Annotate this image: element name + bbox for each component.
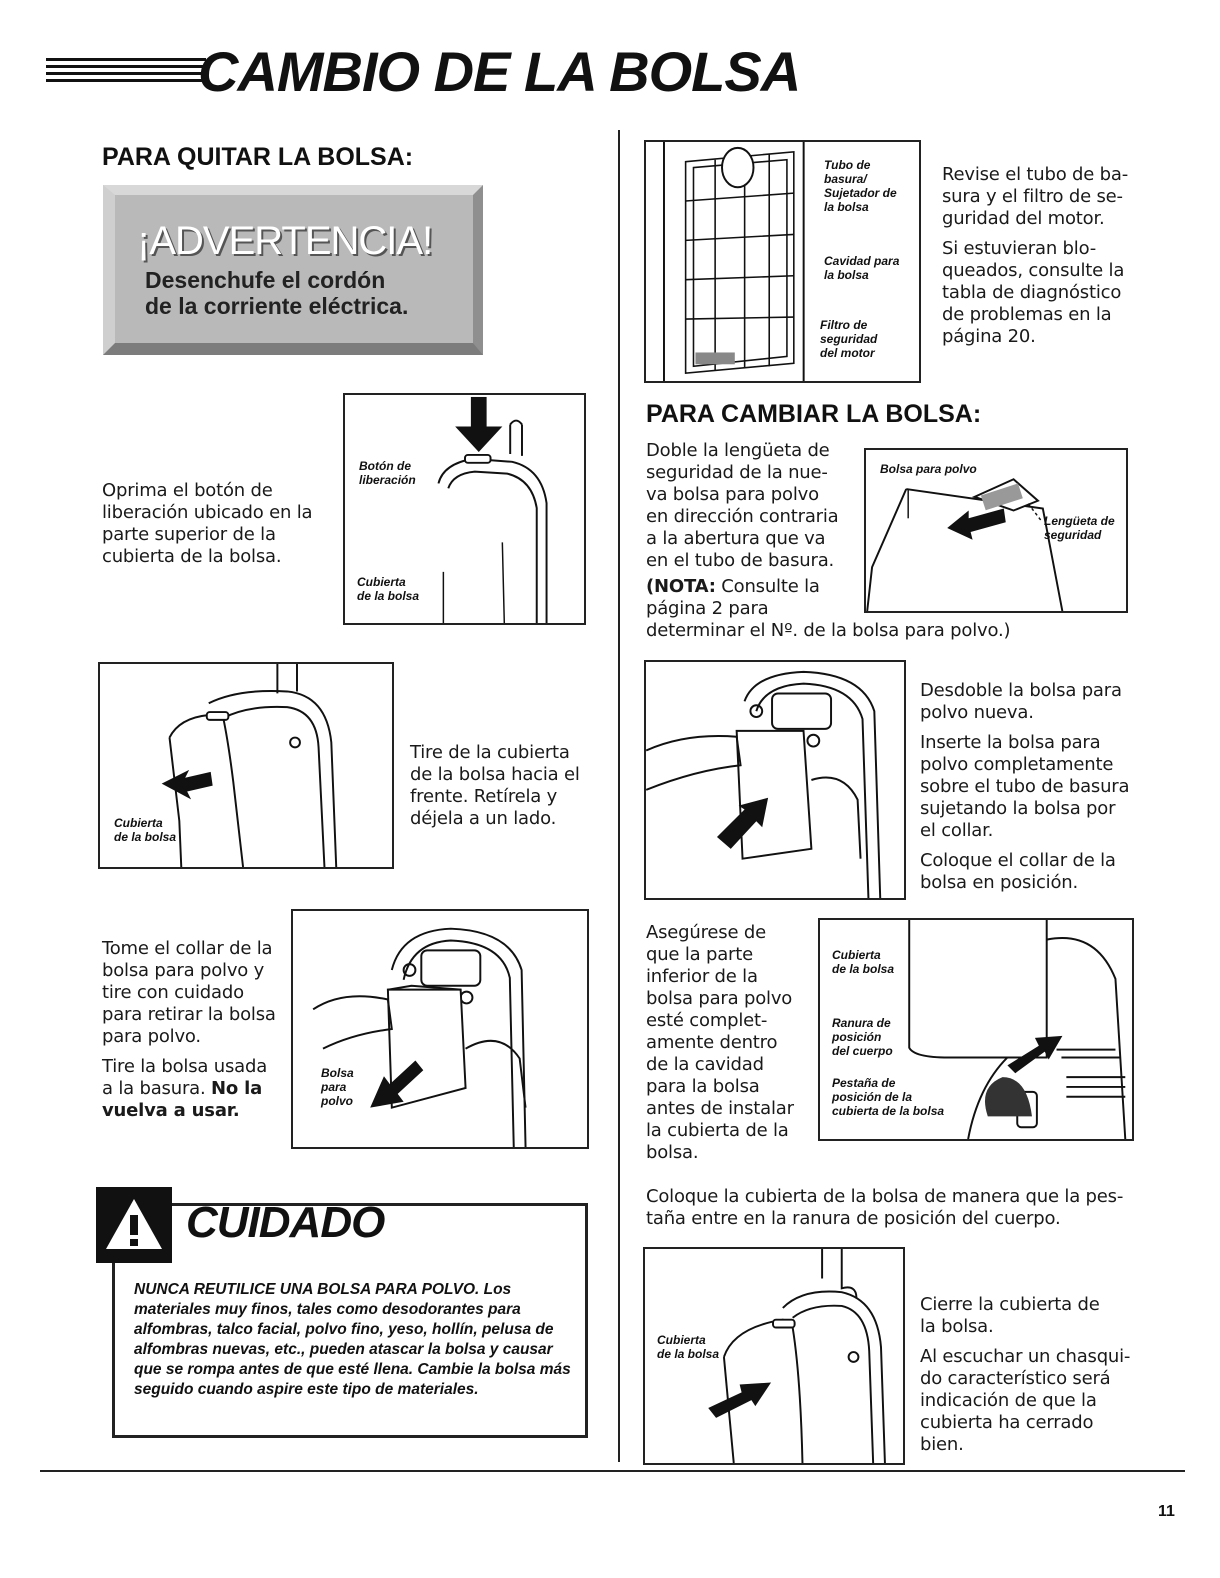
label-bag-cover: Cubierta de la bolsa xyxy=(357,575,420,603)
figure-check-tube-filter xyxy=(644,140,921,383)
footer-rule xyxy=(40,1470,1185,1472)
label-bag-cover: Cubierta de la bolsa xyxy=(832,948,895,976)
insert-text: Desdoble la bolsa para polvo nueva. Inserte la bolsa para polvo completamente sobre el tubo de basura sujetando la bolsa por el collar. Coloque el collar de la bolsa en posición. xyxy=(920,680,1130,893)
caution-warning-icon xyxy=(96,1187,172,1263)
figure-remove-cover xyxy=(98,662,394,869)
label-bag-cover: Cubierta de la bolsa xyxy=(657,1333,720,1361)
check-text: Revise el tubo de ba- sura y el filtro de se- guridad del motor. Si estuvieran blo- queados, consulte la tabla de diagnóstico de problemas en la página 20. xyxy=(942,164,1128,347)
label-motor-filter: Filtro de seguridad del motor xyxy=(820,318,878,360)
step3-text: Tome el collar de la bolsa para polvo y tire con cuidado para retirar la bolsa para polvo. Tire la bolsa usada a la basura. No la vuelva a usar. xyxy=(102,938,276,1121)
figure-fold-tab xyxy=(864,448,1128,613)
warning-text: Desenchufe el cordón de la corriente eléctrica. xyxy=(145,267,409,319)
label-dust-bag: Bolsa para polvo xyxy=(321,1066,354,1108)
figure-insert-bag xyxy=(644,660,906,900)
figure-remove-bag xyxy=(291,909,589,1149)
page-title: CAMBIO DE LA BOLSA xyxy=(198,40,801,103)
warning-plaque xyxy=(103,185,483,355)
figure-slot-position xyxy=(818,918,1134,1141)
label-bag-cover: Cubierta de la bolsa xyxy=(114,816,177,844)
step1-text: Oprima el botón de liberación ubicado en la parte superior de la cubierta de la bolsa. xyxy=(102,480,313,567)
label-trash-tube: Tubo de basura/ Sujetador de la bolsa xyxy=(824,158,897,214)
section-heading-change: PARA CAMBIAR LA BOLSA: xyxy=(646,400,982,428)
section-heading-remove: PARA QUITAR LA BOLSA: xyxy=(102,143,414,171)
fold-text: Doble la lengüeta de seguridad de la nue- va bolsa para polvo en dirección contraria a la abertura que va en el tubo de basura. (NOTA: Consulte la página 2 para determinar el Nº. de la bolsa para polvo.) xyxy=(646,440,1011,641)
caution-title: CUIDADO xyxy=(186,1198,385,1247)
step2-text: Tire de la cubierta de la bolsa hacia el frente. Retírela y déjela a un lado. xyxy=(410,742,580,829)
label-cover-tab: Pestaña de posición de la cubierta de la bolsa xyxy=(832,1076,945,1118)
ensure-text: Asegúrese de que la parte inferior de la bolsa para polvo esté complet- amente dentro de la cavidad para la bolsa antes de instalar la cubierta de la bolsa. xyxy=(646,922,794,1163)
label-release-button: Botón de liberación xyxy=(359,459,416,487)
title-rule-lines xyxy=(46,58,206,94)
close-text: Cierre la cubierta de la bolsa. Al escuchar un chasqui- do característico será indicación de que la cubierta ha cerrado bien. xyxy=(920,1294,1131,1455)
place-text: Coloque la cubierta de la bolsa de manera que la pes- taña entre en la ranura de posición del cuerpo. xyxy=(646,1186,1124,1229)
column-divider xyxy=(618,130,620,1462)
label-safety-tab: Lengüeta de seguridad xyxy=(1044,514,1115,542)
figure-release-button xyxy=(343,393,586,625)
warning-title: ¡ADVERTENCIA! xyxy=(137,219,433,263)
figure-close-cover xyxy=(643,1247,905,1465)
label-body-slot: Ranura de posición del cuerpo xyxy=(832,1016,893,1058)
label-dust-bag: Bolsa para polvo xyxy=(880,462,977,476)
page-number: 11 xyxy=(1158,1503,1175,1520)
caution-text: NUNCA REUTILICE UNA BOLSA PARA POLVO. Los materiales muy finos, tales como desodorantes para alfombras, talco facial, polvo fino, yeso, hollín, pelusa de alfombras nuevas, etc., pueden atascar la bolsa y causar que se rompa antes de que esté llena. Cambie la bolsa más seguido cuando aspire este tipo de materiales. xyxy=(134,1281,571,1398)
label-bag-cavity: Cavidad para la bolsa xyxy=(824,254,900,282)
